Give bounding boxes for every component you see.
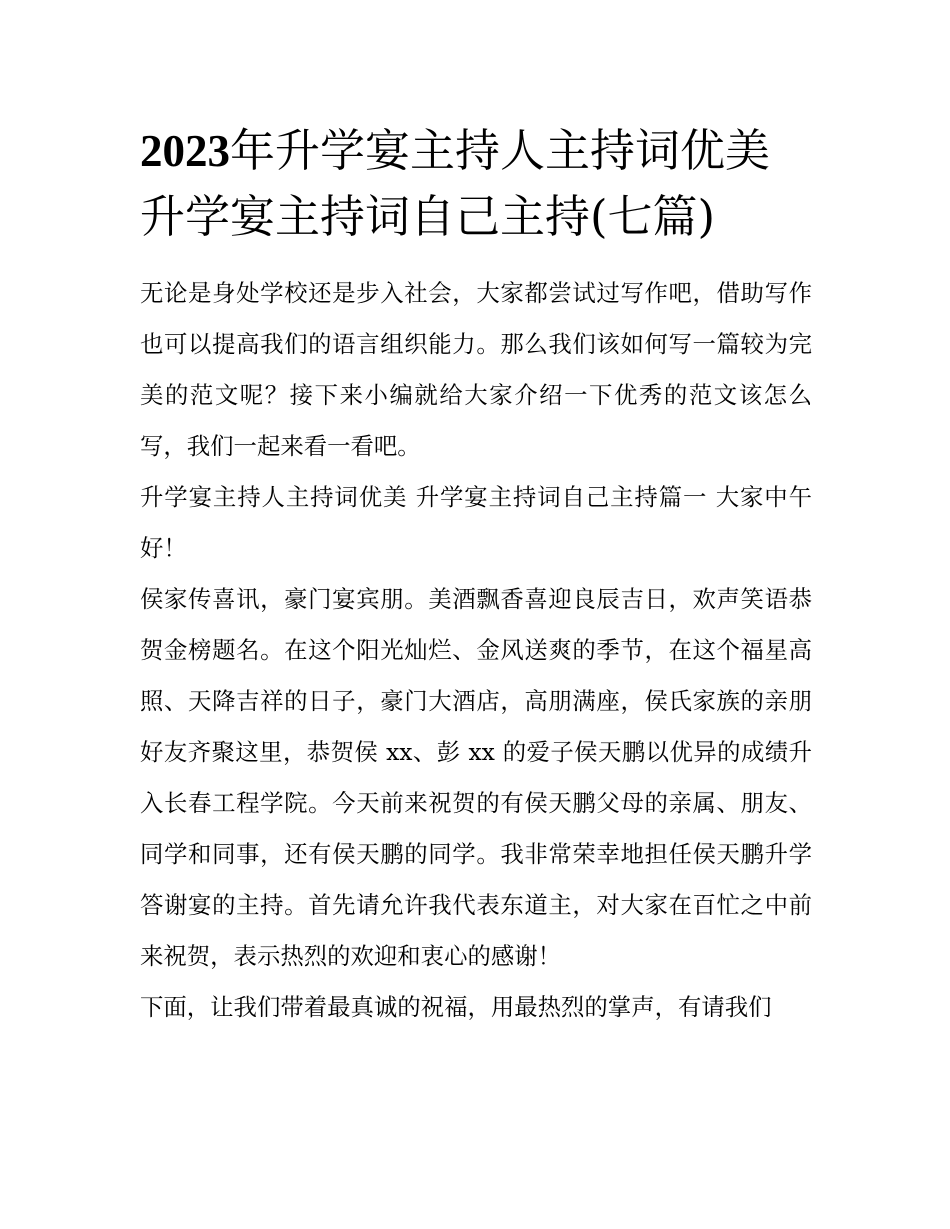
document-body — [140, 268, 812, 1033]
title-text: 年升学宴主持人主持词优美 升学宴主持词自己主持(七篇) — [140, 124, 771, 243]
document-content — [140, 118, 812, 1033]
intro-paragraph: 无论是身处学校还是步入社会，大家都尝试过写作吧，借助写作也可以提高我们的语言组织能力。那么我们该如何写一篇较为完美的范文呢？接下来小编就给大家介绍一下优秀的范文该怎么写，我们一起来看一看吧。 — [140, 279, 812, 460]
body-paragraph: 侯家传喜讯，豪门宴宾朋。美酒飘香喜迎良辰吉日，欢声笑语恭贺金榜题名。在这个阳光灿烂、金风送爽的季节，在这个福星高照、天降吉祥的日子，豪门大酒店，高朋满座，侯氏家族的亲朋好友齐聚这里，恭贺侯 xx、彭 xx 的爱子侯天鹏以优异的成绩升入长春工程学院。今天前来祝贺的有侯天鹏父母的亲属、朋友、同学和同事，还有侯天鹏的同学。我非常荣幸地担任侯天鹏升学答谢宴的主持。首先请允许我代表东道主，对大家在百忙之中前来祝贺，表示热烈的欢迎和衷心的感谢！ — [140, 585, 812, 970]
section-heading-paragraph: 升学宴主持人主持词优美 升学宴主持词自己主持篇一 大家中午好！ — [140, 483, 812, 562]
title-year: 2023 — [140, 126, 230, 176]
document-title — [140, 118, 812, 250]
closing-paragraph: 下面，让我们带着最真诚的祝福，用最热烈的掌声，有请我们 — [140, 993, 772, 1021]
